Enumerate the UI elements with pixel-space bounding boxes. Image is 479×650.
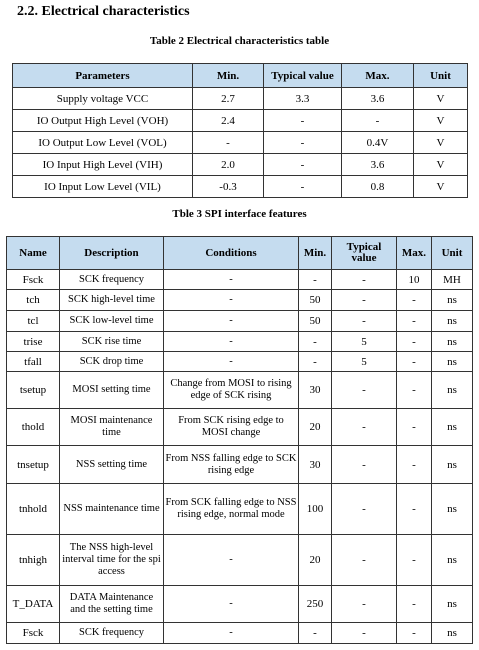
table-cell: - — [332, 270, 397, 290]
header-cell: Typical value — [264, 64, 342, 88]
table-cell: - — [397, 352, 432, 372]
table-cell: -0.3 — [193, 176, 264, 198]
table-cell: SCK low-level time — [60, 311, 164, 332]
table-cell: - — [164, 270, 299, 290]
table-cell: ns — [432, 311, 473, 332]
table-header-row — [7, 237, 473, 270]
table-cell: - — [397, 290, 432, 311]
table-cell: - — [332, 484, 397, 535]
table-cell: V — [414, 88, 468, 110]
table-cell: 50 — [299, 311, 332, 332]
header-cell: Unit — [414, 64, 468, 88]
table-cell: 2.4 — [193, 110, 264, 132]
header-cell: Unit — [432, 237, 473, 270]
header-cell: Typical value — [332, 237, 397, 270]
table-cell: 2.7 — [193, 88, 264, 110]
header-cell: Min. — [299, 237, 332, 270]
table-cell: - — [332, 586, 397, 623]
table-cell: - — [164, 352, 299, 372]
table-cell: Change from MOSI to rising edge of SCK rising — [164, 372, 299, 409]
table-cell: 5 — [332, 332, 397, 352]
header-cell: Max. — [397, 237, 432, 270]
table-cell: V — [414, 110, 468, 132]
table-cell: SCK high-level time — [60, 290, 164, 311]
table-cell: - — [299, 270, 332, 290]
table-cell: Fsck — [7, 270, 60, 290]
table-cell: - — [193, 132, 264, 154]
table-cell: 20 — [299, 535, 332, 586]
table-cell: - — [397, 446, 432, 484]
table-cell: 250 — [299, 586, 332, 623]
table-cell: - — [164, 290, 299, 311]
header-cell: Max. — [342, 64, 414, 88]
table-cell: SCK drop time — [60, 352, 164, 372]
table-cell: From SCK falling edge to NSS rising edge, normal mode — [164, 484, 299, 535]
table-cell: - — [397, 332, 432, 352]
table-cell: 10 — [397, 270, 432, 290]
table-cell: IO Input High Level (VIH) — [13, 154, 193, 176]
table-cell: tsetup — [7, 372, 60, 409]
table-cell: 5 — [332, 352, 397, 372]
table-cell: tnhigh — [7, 535, 60, 586]
table-cell: tnhold — [7, 484, 60, 535]
table-cell: - — [332, 290, 397, 311]
table-cell: IO Input Low Level (VIL) — [13, 176, 193, 198]
table-cell: - — [164, 311, 299, 332]
table-row — [7, 446, 473, 484]
section-heading: 2.2. Electrical characteristics — [17, 4, 190, 19]
table3-caption: Tble 3 SPI interface features — [172, 208, 307, 220]
table-cell: 30 — [299, 446, 332, 484]
table-cell: V — [414, 132, 468, 154]
table-cell: - — [164, 535, 299, 586]
table-cell: 3.3 — [264, 88, 342, 110]
table-cell: tnsetup — [7, 446, 60, 484]
table-cell: V — [414, 154, 468, 176]
table-row — [13, 132, 468, 154]
table-cell: - — [397, 372, 432, 409]
table-cell: ns — [432, 484, 473, 535]
table-cell: SCK rise time — [60, 332, 164, 352]
table-cell: trise — [7, 332, 60, 352]
table-row — [7, 311, 473, 332]
table-cell: SCK frequency — [60, 623, 164, 644]
table-row — [7, 484, 473, 535]
table-cell: T_DATA — [7, 586, 60, 623]
table-row — [7, 535, 473, 586]
table-cell: ns — [432, 290, 473, 311]
table-cell: ns — [432, 623, 473, 644]
table-row — [13, 88, 468, 110]
header-cell: Name — [7, 237, 60, 270]
table-cell: - — [299, 623, 332, 644]
table-cell: ns — [432, 372, 473, 409]
table-cell: - — [299, 332, 332, 352]
table-cell: SCK frequency — [60, 270, 164, 290]
table-cell: - — [264, 154, 342, 176]
table-row — [7, 623, 473, 644]
table-cell: NSS setting time — [60, 446, 164, 484]
table-cell: - — [342, 110, 414, 132]
table-cell: 3.6 — [342, 154, 414, 176]
table-cell: IO Output Low Level (VOL) — [13, 132, 193, 154]
table-cell: Fsck — [7, 623, 60, 644]
table-cell: 50 — [299, 290, 332, 311]
table-row — [13, 176, 468, 198]
electrical-characteristics-table — [12, 63, 468, 198]
table-cell: 2.0 — [193, 154, 264, 176]
table-cell: - — [397, 484, 432, 535]
table-header-row — [13, 64, 468, 88]
table-row — [7, 372, 473, 409]
table-cell: From SCK rising edge to MOSI change — [164, 409, 299, 446]
table2-caption: Table 2 Electrical characteristics table — [149, 35, 330, 47]
table-cell: ns — [432, 586, 473, 623]
table-cell: ns — [432, 409, 473, 446]
table-cell: - — [164, 623, 299, 644]
table-cell: 3.6 — [342, 88, 414, 110]
table-cell: ns — [432, 332, 473, 352]
table-cell: - — [397, 311, 432, 332]
table-cell: NSS maintenance time — [60, 484, 164, 535]
table-cell: - — [332, 311, 397, 332]
table-cell: - — [332, 535, 397, 586]
table-cell: - — [164, 332, 299, 352]
table-row — [7, 409, 473, 446]
table-cell: - — [397, 409, 432, 446]
table-cell: IO Output High Level (VOH) — [13, 110, 193, 132]
table-cell: tfall — [7, 352, 60, 372]
table-cell: - — [332, 409, 397, 446]
table-cell: - — [397, 535, 432, 586]
header-cell: Parameters — [13, 64, 193, 88]
table-cell: - — [264, 132, 342, 154]
table-cell: The NSS high-level interval time for the spi access — [60, 535, 164, 586]
table-cell: 30 — [299, 372, 332, 409]
table-cell: 0.8 — [342, 176, 414, 198]
table-row — [7, 290, 473, 311]
table-cell: DATA Maintenance and the setting time — [60, 586, 164, 623]
table-cell: Supply voltage VCC — [13, 88, 193, 110]
table-cell: MOSI maintenance time — [60, 409, 164, 446]
table-cell: thold — [7, 409, 60, 446]
header-cell: Conditions — [164, 237, 299, 270]
table-cell: - — [299, 352, 332, 372]
table-cell: MH — [432, 270, 473, 290]
table-cell: - — [332, 372, 397, 409]
table-cell: V — [414, 176, 468, 198]
table-cell: 100 — [299, 484, 332, 535]
table-cell: - — [332, 446, 397, 484]
table-row — [13, 110, 468, 132]
table-cell: - — [164, 586, 299, 623]
table-cell: 20 — [299, 409, 332, 446]
table-row — [7, 586, 473, 623]
table-cell: From NSS falling edge to SCK rising edge — [164, 446, 299, 484]
table-cell: - — [264, 176, 342, 198]
spi-interface-table — [6, 236, 473, 644]
table-cell: - — [397, 623, 432, 644]
table-cell: 0.4V — [342, 132, 414, 154]
table-row — [7, 270, 473, 290]
table-cell: ns — [432, 446, 473, 484]
table-cell: ns — [432, 535, 473, 586]
table-cell: - — [332, 623, 397, 644]
table-cell: MOSI setting time — [60, 372, 164, 409]
table-cell: tch — [7, 290, 60, 311]
table-cell: - — [397, 586, 432, 623]
table-row — [13, 154, 468, 176]
table-cell: ns — [432, 352, 473, 372]
table-row — [7, 332, 473, 352]
header-cell: Description — [60, 237, 164, 270]
table-row — [7, 352, 473, 372]
table-cell: tcl — [7, 311, 60, 332]
header-cell: Min. — [193, 64, 264, 88]
table-cell: - — [264, 110, 342, 132]
